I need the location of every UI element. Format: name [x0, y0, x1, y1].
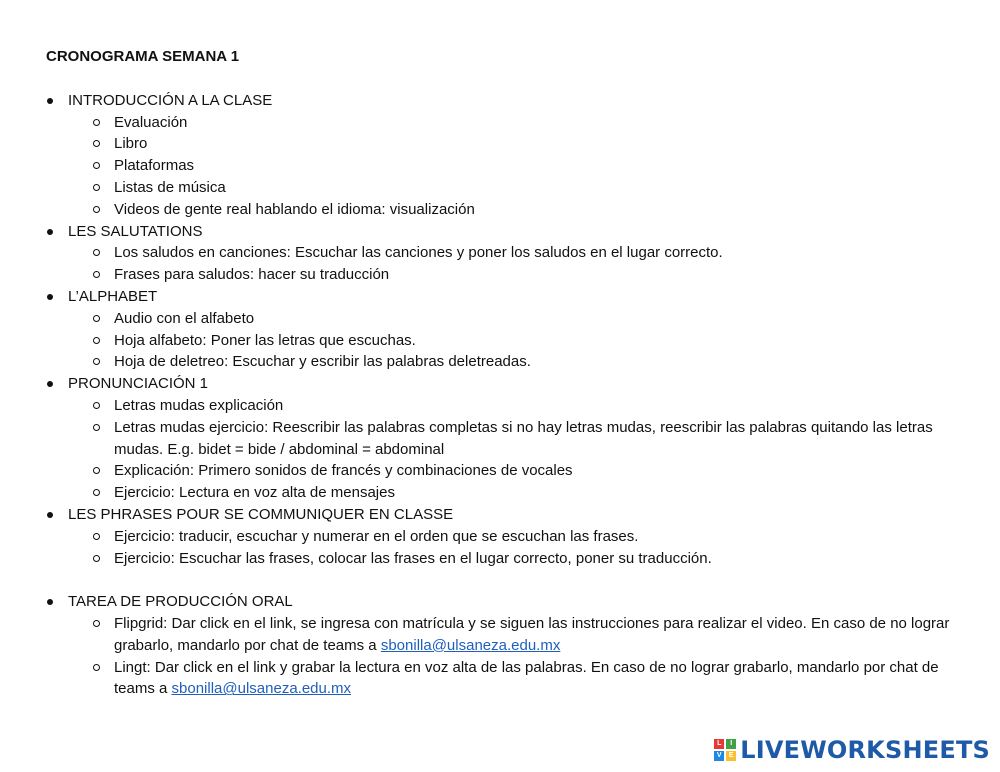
list-item: Plataformas	[68, 155, 966, 177]
section-items	[68, 526, 966, 570]
lingt-text: Lingt: Dar click en el link y grabar la lectura en voz alta de las palabras. En caso de no lograr grabarlo, mandarlo por chat de teams a	[114, 658, 939, 698]
section-salutations	[46, 221, 966, 286]
flipgrid-text: Flipgrid: Dar click en el link, se ingresa con matrícula y se siguen las instrucciones para realizar el video. En caso de no lograr grabarlo, mandarlo por chat de teams a	[114, 614, 950, 654]
section-heading: INTRODUCCIÓN A LA CLASE	[68, 91, 273, 109]
section-items	[68, 308, 966, 373]
section-items	[68, 242, 966, 286]
logo-grid-icon	[714, 739, 736, 761]
section-alphabet	[46, 286, 966, 373]
logo-letter-v: V	[714, 751, 724, 761]
section-heading: L’ALPHABET	[68, 287, 158, 305]
list-item: Letras mudas ejercicio: Reescribir las palabras completas si no hay letras mudas, reescribir las palabras quitando las letras mudas. E.g. bidet = bide / abdominal = abdominal	[68, 417, 966, 461]
section-heading: LES PHRASES POUR SE COMMUNIQUER EN CLASSE	[68, 505, 454, 523]
logo-letter-e: E	[726, 751, 736, 761]
list-item: Explicación: Primero sonidos de francés y combinaciones de vocales	[68, 460, 966, 482]
list-item: Evaluación	[68, 112, 966, 134]
list-item: Letras mudas explicación	[68, 395, 966, 417]
section-heading: LES SALUTATIONS	[68, 222, 203, 240]
logo-letter-l: L	[714, 739, 724, 749]
list-item: Libro	[68, 133, 966, 155]
list-item: Frases para saludos: hacer su traducción	[68, 264, 966, 286]
list-item: Hoja de deletreo: Escuchar y escribir las palabras deletreadas.	[68, 351, 966, 373]
spacer	[46, 569, 966, 591]
list-item: Listas de música	[68, 177, 966, 199]
section-heading: PRONUNCIACIÓN 1	[68, 375, 209, 393]
email-link[interactable]: sbonilla@ulsaneza.edu.mx	[380, 636, 561, 654]
brand-name: LIVEWORKSHEETS	[740, 736, 990, 764]
section-items	[68, 395, 966, 504]
list-item: Ejercicio: Escuchar las frases, colocar las frases en el lugar correcto, poner su traducción.	[68, 548, 966, 570]
list-item: Ejercicio: traducir, escuchar y numerar en el orden que se escuchan las frases.	[68, 526, 966, 548]
section-items	[68, 112, 966, 221]
section-phrases	[46, 504, 966, 569]
section-heading: TAREA DE PRODUCCIÓN ORAL	[68, 593, 293, 611]
list-item-flipgrid	[68, 613, 966, 657]
document	[46, 46, 966, 700]
page-title: CRONOGRAMA SEMANA 1	[46, 48, 240, 65]
section-items	[68, 613, 966, 700]
list-item-lingt	[68, 657, 966, 701]
list-item: Los saludos en canciones: Escuchar las canciones y poner los saludos en el lugar correcto.	[68, 242, 966, 264]
logo-letter-i: I	[726, 739, 736, 749]
list-item: Ejercicio: Lectura en voz alta de mensajes	[68, 482, 966, 504]
liveworksheets-logo	[714, 736, 990, 764]
section-pronunciacion	[46, 373, 966, 504]
section-introduccion	[46, 90, 966, 221]
list-item: Hoja alfabeto: Poner las letras que escuchas.	[68, 330, 966, 352]
section-tarea	[46, 591, 966, 700]
sections-container	[46, 90, 966, 570]
email-link[interactable]: sbonilla@ulsaneza.edu.mx	[171, 680, 352, 698]
list-item: Videos de gente real hablando el idioma: visualización	[68, 199, 966, 221]
list-item: Audio con el alfabeto	[68, 308, 966, 330]
